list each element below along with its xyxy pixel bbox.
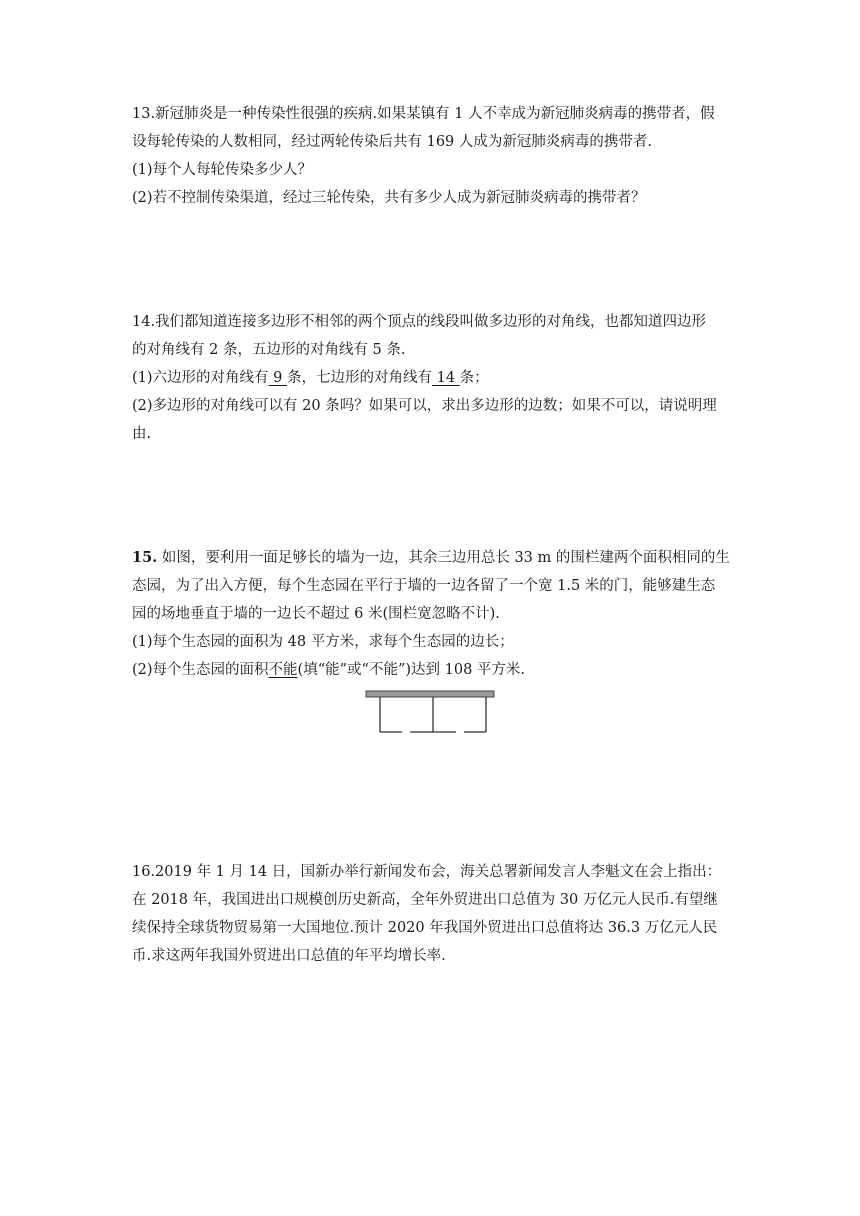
q15-line-2: 态园，为了出入方便，每个生态园在平行于墙的一边各留了一个宽 1.5 米的门，能够建生态	[132, 578, 716, 594]
q13-part-2: (2)若不控制传染渠道，经过三轮传染，共有多少人成为新冠肺炎病毒的携带者？	[132, 190, 646, 206]
q15-answer: 不能	[268, 662, 298, 678]
q15-line-1	[132, 544, 732, 572]
q16-line-3: 续保持全球货物贸易第一大国地位.预计 2020 年我国外贸进出口总值将达 36.3 万亿元人民	[132, 920, 718, 936]
q14-answer-hexagon: 9	[268, 370, 287, 386]
q16-line-2: 在 2018 年，我国进出口规模创历史新高，全年外贸进出口总值为 30 万亿元人民币.有望继	[132, 892, 718, 908]
q16-line-1: 16.2019 年 1 月 14 日，国新办举行新闻发布会，海关总署新闻发言人李魁文在会上指出：	[132, 864, 722, 880]
q15-line-1-text: 如图，要利用一面足够长的墙为一边，其余三边用总长 33 m 的围栏建两个面积相同的生	[157, 550, 730, 566]
q14-line-1: 14.我们都知道连接多边形不相邻的两个顶点的线段叫做多边形的对角线，也都知道四边形	[132, 314, 707, 330]
q13-part-1: (1)每个人每轮传染多少人？	[132, 162, 313, 178]
q15-part-2	[132, 656, 732, 684]
q14-part-1-text-c: 条；	[459, 370, 489, 386]
q14-part-1-text-b: 条，七边形的对角线有	[287, 370, 432, 386]
question-15	[132, 544, 732, 684]
q14-part-1-text-a: (1)六边形的对角线有	[132, 370, 269, 386]
q15-part-1: (1)每个生态园的面积为 48 平方米，求每个生态园的边长；	[132, 634, 514, 650]
q14-part-2: (2)多边形的对角线可以有 20 条吗？如果可以，求出多边形的边数；如果不可以，请说明理	[132, 398, 717, 414]
q13-line-2: 设每轮传染的人数相同，经过两轮传染后共有 169 人成为新冠肺炎病毒的携带者.	[132, 134, 653, 150]
question-14	[132, 308, 732, 448]
q14-part-2-cont: 由.	[132, 426, 152, 442]
q13-line-1: 13.新冠肺炎是一种传染性很强的疾病.如果某镇有 1 人不幸成为新冠肺炎病毒的携带者，假	[132, 106, 715, 122]
q15-number: 15.	[132, 549, 158, 566]
q14-part-1	[132, 364, 732, 392]
ecological-garden-figure	[360, 690, 500, 738]
question-13	[132, 100, 732, 212]
q15-line-3: 园的场地垂直于墙的一边长不超过 6 米(围栏宽忽略不计).	[132, 606, 500, 622]
q14-answer-heptagon: 14	[432, 370, 460, 386]
q14-line-2: 的对角线有 2 条，五边形的对角线有 5 条.	[132, 342, 406, 358]
q15-part-2-text-a: (2)每个生态园的面积	[132, 662, 269, 678]
question-16	[132, 858, 732, 970]
wall	[366, 691, 494, 697]
q16-line-4: 币.求这两年我国外贸进出口总值的年平均增长率.	[132, 948, 446, 964]
q15-part-2-text-b: (填“能”或“不能”)达到 108 平方米.	[297, 662, 526, 678]
